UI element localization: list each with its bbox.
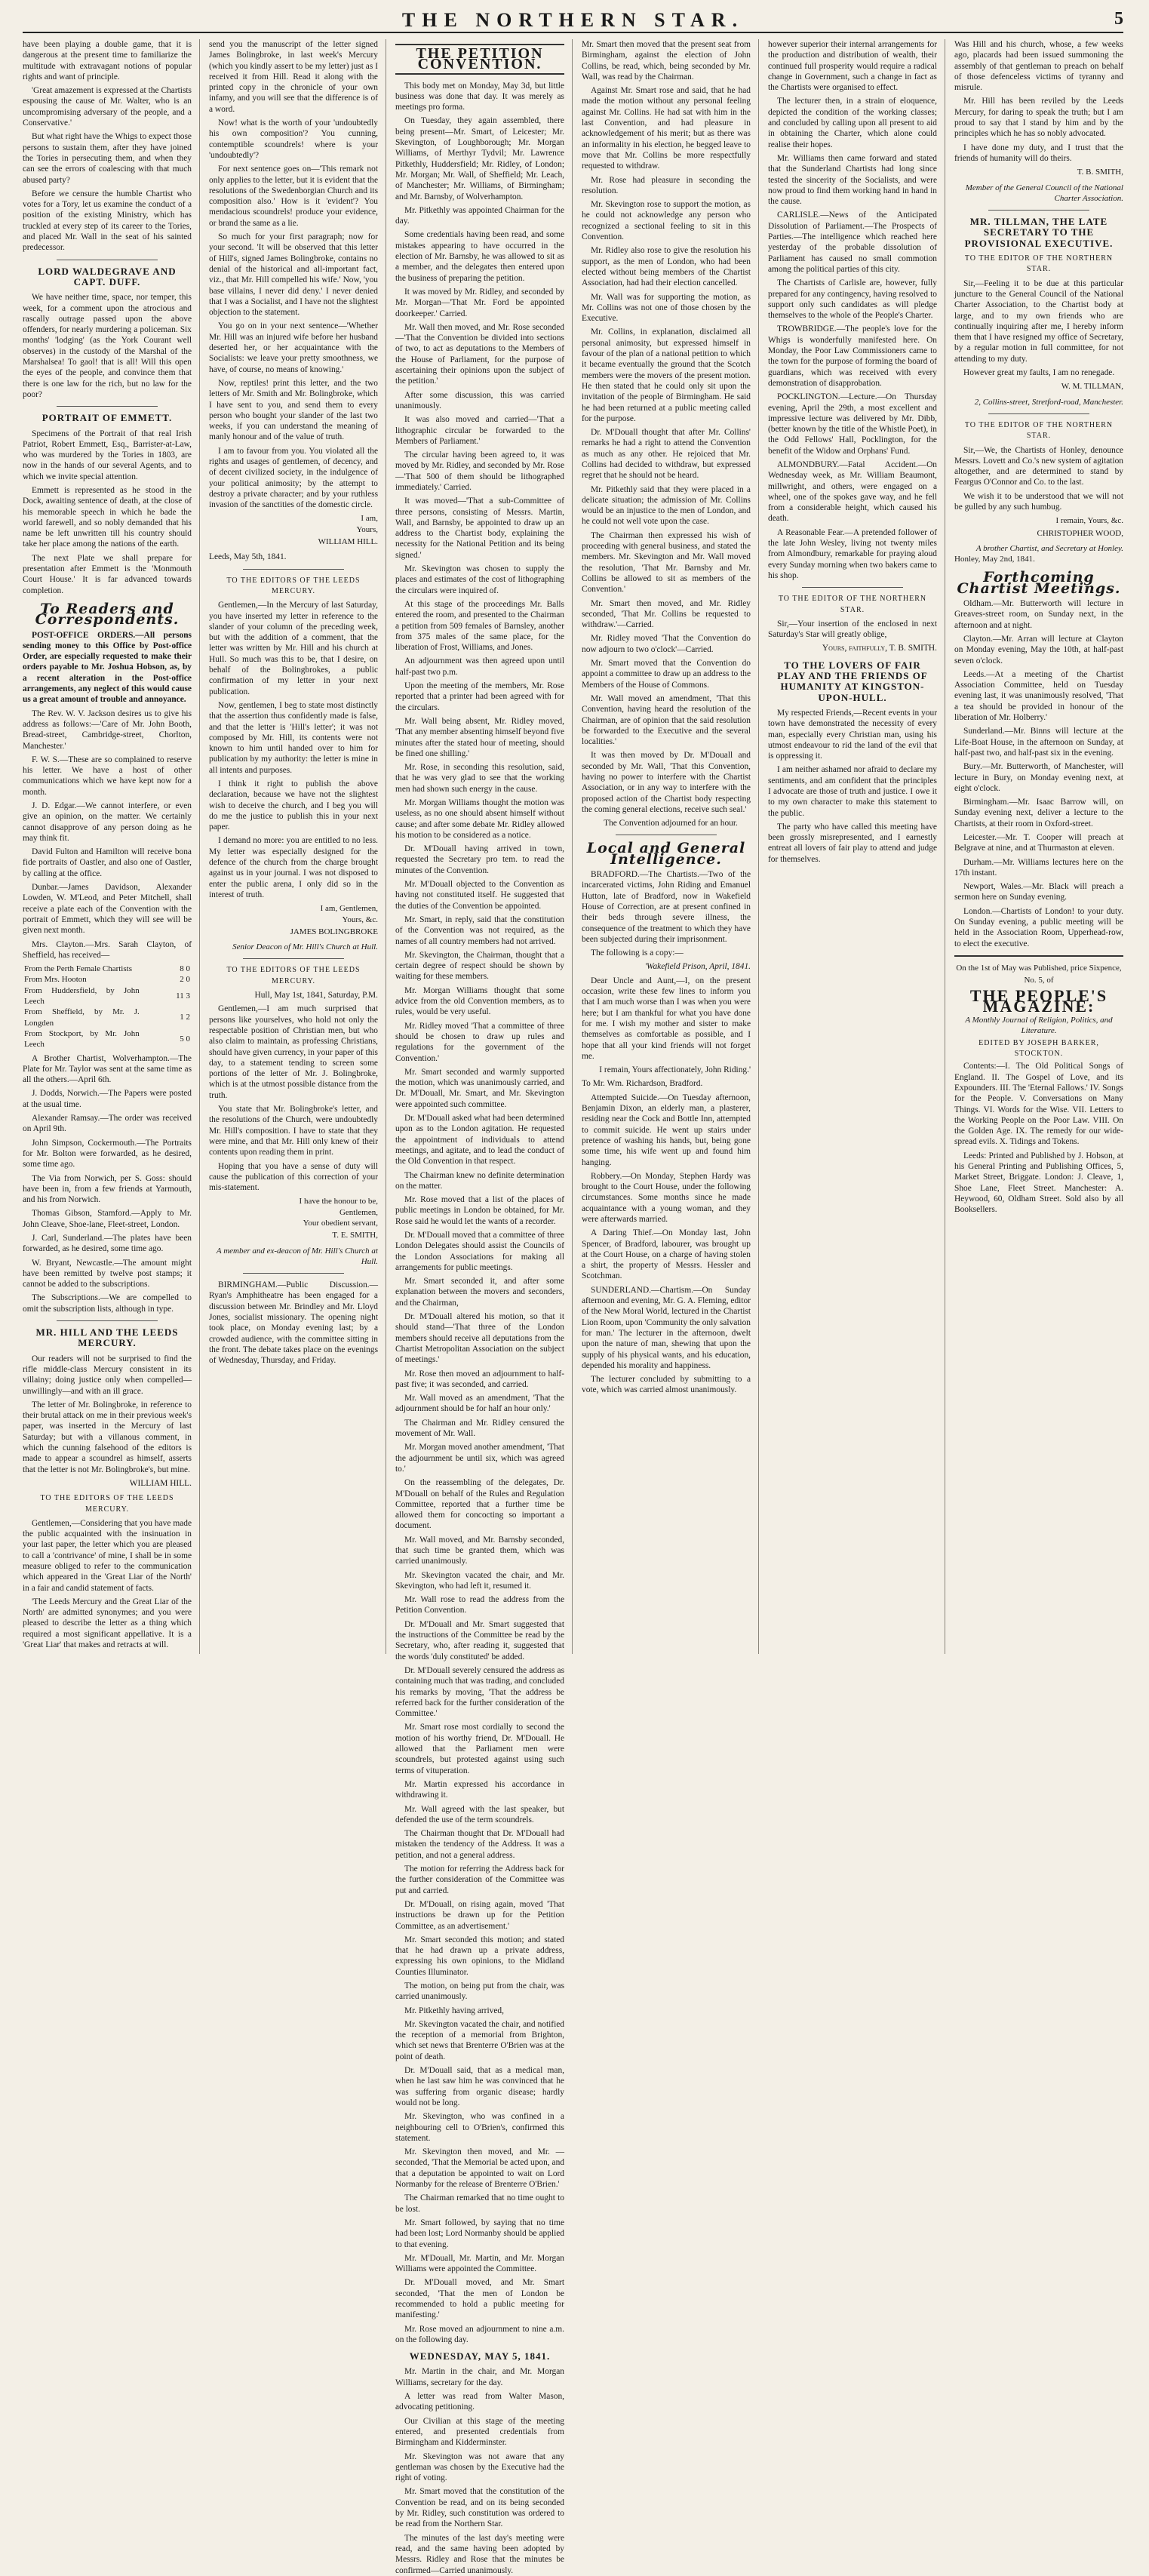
article-paragraph: Was Hill and his church, whose, a few weeks ago, placards had been issued summoning the assembly of that gentleman to preach on behalf of those defenceless victims of tyranny and misrule. [954,40,1123,93]
dateline: Honley, May 2nd, 1841. [954,555,1035,564]
article-paragraph: send you the manuscript of the letter signed James Bolingbroke, in last week's Mercury (which you kindly assert to be my letter) just as I received it from Hill. Read it along with the printed copy in the chronicle of your own infamy, and you will see that the difference is of a word. [209,40,378,114]
article-paragraph: We have neither time, space, nor temper, this week, for a comment upon the atrocious and rascally outrage passed upon the above offenders, for nearly murdering a policeman. Six months' 'lodging' (as the York Courant well observes) in the custody of the Marshal of the Marshalsea! To gaol! that is all! Will this open the eyes of the people, and convince them that there is one law for the rich, but no law for the poor? [23,293,192,399]
forthcoming-meetings-heading: Forthcoming Chartist Meetings. [957,569,1121,597]
article-paragraph: I demand no more: you are entitled to no less. My letter was especially designed for the defence of the church from the charge brought against us in your journal. I was not disposed to enter the public arena, I only did so in the interest of truth. [209,836,378,899]
signature-block [954,381,1123,407]
meeting-item: Birmingham.—Mr. Isaac Barrow will, on Sunday evening next, deliver a lecture to the Chartists, at their room in Oxford-street. [954,798,1123,828]
article-paragraph: Mr. Rose moved that a list of the places of public meetings in London be obtained, for Mr. Rose said he would let the wants of a recorder. [395,1195,564,1226]
table-row [23,1007,192,1028]
article-paragraph: however superior their internal arrangements for the production and distribution of wealth, their continued full prosperity would require a radical change in Government, such a change in fact as the Chartists were organised to effect. [768,40,937,93]
correspondent-note: W. Bryant, Newcastle.—The amount might have been remitted by twelve post stamps; it cannot be added to the subscriptions. [23,1258,192,1290]
article-paragraph: Gentlemen,—Considering that you have made the public acquainted with the insinuation in your last paper, the letter which you are pleased to call a 'contrivance' of mine, I shall be in some measure obliged to refer to the communication which appeared in the 'Great Liar of the North' in a fair and candid statement of facts. [23,1518,192,1593]
article-paragraph: On the reassembling of the delegates, Dr. M'Douall on behalf of the Rules and Regulation Committee, reported that a further time be allowed them for concocting so important a document. [395,1478,564,1531]
article-paragraph: The Chairman knew no definite determination on the matter. [395,1170,564,1191]
lovers-heading: TO THE LOVERS OF FAIR PLAY AND THE FRIENDS OF HUMANITY AT KINGSTON-UPON-HULL. [777,659,928,703]
article-paragraph: CARLISLE.—News of the Anticipated Dissolution of Parliament.—The Prospects of Parties.—The intelligence which reached here yesterday of the probable dissolution of Parliament has caused no small commotion among the political parties of this city. [768,211,937,274]
correspondent-note: A Brother Chartist, Wolverhampton.—The Plate for Mr. Taylor was sent at the same time as all the others.—April 6th. [23,1053,192,1085]
article-paragraph: Dr. M'Douall altered his motion, so that it should stand—'That three of the London members should receive all deputations from the Chartist Metropolitan Association on the subject of meetings.' [395,1312,564,1365]
article-paragraph: Mr. Wall rose to read the address from the Petition Convention. [395,1595,564,1615]
article-paragraph: I am neither ashamed nor afraid to declare my sentiments, and am confident that the principles I advocate are those of truth and justice. I owe it to my own character to make this statement to the public. [768,765,937,818]
local-paragraph: Robbery.—On Monday, Stephen Hardy was brought to the Court House, under the following circumstances. Some months since he made acquaintance with a young woman, and they were afterwards married. [582,1171,751,1224]
article-paragraph: Mr. Wall being absent, Mr. Ridley moved, 'That any member absenting himself beyond five minutes after the stated hour of meeting, should be fined one shilling.' [395,716,564,758]
tillman-heading: MR. TILLMAN, THE LATE SECRETARY TO THE PROVISIONAL EXECUTIVE. [964,216,1114,249]
correspondent-note: The Subscriptions.—We are compelled to omit the subscription lists, although in type. [23,1293,192,1314]
correspondent-note: The Via from Norwich, per S. Goss: should have been in, from a few friends at Yarmouth, and his from Norwich. [23,1173,192,1205]
article-paragraph: Mr. Smart seconded it, and after some explanation between the movers and seconders, and the Chairman, [395,1277,564,1308]
article-paragraph: The Chairman remarked that no time ought to be lost. [395,2193,564,2214]
letter-subheading: TO THE EDITOR OF THE NORTHERN STAR. [964,254,1114,274]
signature-title: A member and ex-deacon of Mr. Hill's Church at Hull. [216,1246,378,1266]
column-6 [954,39,1123,1654]
article-paragraph: Dr. M'Douall moved that a committee of three London Delegates should assist the Councils of the London Associations for making all arrangements for public meetings. [395,1230,564,1272]
petition-convention-heading: THE PETITION CONVENTION. [395,44,564,75]
article-paragraph: Mr. M'Douall objected to the Convention as having not constituted itself. He suggested that the duties of the Convention be appointed. [395,880,564,911]
article-paragraph: Mr. Wall was for supporting the motion, as Mr. Collins was not one of those chosen by the Executive. [582,292,751,324]
divider [57,406,158,407]
article-paragraph: But what right have the Whigs to expect those persons to sustain them, after they have joined the Tories in persecuting them, and when they can see the errors of coalescing with that much abused party? [23,132,192,185]
article-paragraph: Mr. Skevington, who was confined in a neighbouring cell to O'Brien's, confirmed this statement. [395,2112,564,2143]
magazine-number: No. 5, of [1024,976,1054,985]
valediction-middle: Your obedient servant, [303,1218,378,1228]
sub-label: From Stockport, by Mr. John Leech [24,1028,140,1050]
article-paragraph: Dr. M'Douall thought that after Mr. Collins' remarks he had a right to attend the Convention as much as any other. He rejoiced that Mr. Collins had decided to withdraw, but expressed regret that he should not be heard. [582,428,751,481]
meeting-item: Clayton.—Mr. Arran will lecture at Clayton on Monday evening, May the 10th, at half-past seven o'clock. [954,634,1123,666]
valediction-name: Yours, &c. [342,915,378,924]
article-paragraph: Our readers will not be surprised to find the rifle middle-class Mercury consistent in its villainy; doing justice only when compelled—unwillingly—and with an ill grace. [23,1354,192,1396]
article-paragraph: Mr. Smart, in reply, said that the constitution of the Convention was not required, as the names of all country members had not arrived. [395,915,564,946]
correspondent-note: J. Carl, Sunderland.—The plates have been forwarded, as he desired, some time ago. [23,1233,192,1254]
correspondent-note: Alexander Ramsay.—The order was received on April 9th. [23,1114,192,1134]
article-paragraph: Mr. Rose had pleasure in seconding the resolution. [582,175,751,195]
article-paragraph: Mr. Ridley also rose to give the resolution his support, as the men of London, who had been elected without being members of the Chartist Association, had had their election cancelled. [582,246,751,288]
article-paragraph: It was moved by Mr. Ridley, and seconded by Mr. Morgan—'That Mr. Ford be appointed doorkeeper.' Carried. [395,287,564,318]
table-row [23,974,192,985]
article-paragraph: Now, reptiles! print this letter, and the two letters of Mr. Smith and Mr. Bolingbroke, which I have sent to you, and send them to every person who bought your slander of the last two weeks, if you can understand the meaning of manly honour and of the value of truth. [209,378,378,442]
article-paragraph: 'Great amazement is expressed at the Chartists espousing the cause of Mr. Walter, who is an uncompromising adversary of the people, and a Conservative.' [23,86,192,128]
signature-block [954,515,1123,564]
meeting-item: Leicester.—Mr. T. Cooper will preach at Belgrave at nine, and at Thurmaston at eleven. [954,833,1123,853]
magazine-contents: Contents:—I. The Old Political Songs of England. II. The Gospel of Love, and its Expounders. III. The 'Eternal Fallows.' IV. Songs for the People. V. Conversations on Many Things. VI. Words for the Wise. VII. Letters to the Working People on the Poor Law. VIII. On the Golden Age. IX. The remedy for our wide-spread evils. X. Tidings and Tokens. [954,1062,1123,1147]
article-paragraph: Mr. Smart then moved that the present seat from Birmingham, against the election of John Collins, be read, which, being seconded by Mr. Wall, was read by the Chairman. [582,40,751,81]
article-paragraph: We wish it to be understood that we will not be gulled by any such humbug. [954,491,1123,512]
sub-amount: 5 0 [180,1034,190,1044]
article-paragraph: TROWBRIDGE.—The people's love for the Whigs is wonderfully manifested here. On Monday, the Poor Law Commissioners came to the town for the purpose of forming the board of guardians, which was received with every demonstration of disapprobation. [768,324,937,388]
meeting-item: London.—Chartists of London! to your duty. On Sunday evening, a public meeting will be held in the Association Room, Upperhead-row, to elect the executive. [954,906,1123,948]
article-paragraph: An adjournment was then agreed upon until half-past two p.m. [395,656,564,677]
valediction: I am, Gentlemen, [320,904,378,914]
table-row [23,1028,192,1050]
local-paragraph: The lecturer concluded by submitting to a vote, which was carried almost unanimously. [582,1375,751,1395]
article-paragraph: The motion for referring the Address back for the further consideration of the Committee was put and carried. [395,1864,564,1895]
local-paragraph: SUNDERLAND.—Chartism.—On Sunday afternoon and evening, Mr. G. A. Fleming, editor of the New Moral World, lectured in the Chartist Lion Room, upon 'Community the only salvation for man.' The lecturer in the afternoon, dwelt upon the nature of man, shewing that upon the supply of his physical wants, and his education, depended his morality and happiness. [582,1285,751,1370]
correspondent-note: J. D. Edgar.—We cannot interfere, or even give an opinion, on the matter. We certainly cannot disapprove of any person doing as he may think fit. [23,801,192,843]
magazine-title: THE PEOPLE'S MAGAZINE: [969,985,1108,1016]
letter-subheading: TO THE EDITORS OF THE LEEDS MERCURY. [40,1494,174,1514]
article-paragraph: Against Mr. Smart rose and said, that he had made the motion without any personal feeling against Mr. Collins. He had sat with him in the last Convention, and had pleasure in acknowledgement of his merit; but as there was an informality in his election, he begged leave to move that Mr. Collins be more respectfully requested to withdraw. [582,86,751,171]
correspondent-note: The Rev. W. V. Jackson desires us to give his address as follows:—'Care of Mr. John Booth, Bread-street, Cambridge-street, Chorlton, Manchester.' [23,709,192,751]
signature-address: 2, Collins-street, Stretford-road, Manchester. [974,397,1123,407]
article-paragraph: On Tuesday, they again assembled, there being present—Mr. Smart, of Leicester; Mr. Skevington, of Loughborough; Mr. Morgan Williams, of Merthyr Tydvil; Mr. Lawrence Pitkethly, Huddersfield; Mr. Ridley, of London; Mr. Morgan; Mr. Wall, of Sheffield; Mr. Leach, of Manchester; Mr. Williams, of Birmingham; and Mr. Barnsby, of Wolverhampton. [395,116,564,201]
article-paragraph: Dr. M'Douall moved, and Mr. Smart seconded, 'That the men of London be recommended to hold a public meeting for manifesting.' [395,2278,564,2320]
signature: T. B. SMITH, [1077,168,1123,177]
valediction-name: Gentlemen, [339,1207,378,1217]
article-paragraph: Mr. Smart rose most cordially to second the motion of his worthy friend, Dr. M'Douall. He allowed that the Parliament men were scoundrels, but protested against using such terms of vituperation. [395,1723,564,1775]
emmett-heading: PORTRAIT OF EMMETT. [41,412,173,424]
article-paragraph: Dr. M'Douall, on rising again, moved 'That instructions be drawn up for the Petition Committee, as an advertisement.' [395,1899,564,1931]
article-paragraph: Dr. M'Douall and Mr. Smart suggested that the instructions of the Committee be read by the Secretary, who, after reading it, suggested that the words 'duly constituted' be added. [395,1619,564,1661]
signature-block [209,513,378,547]
article-paragraph: Mr. Smart seconded this motion; and stated that he had drawn up a private address, expressing his own opinions, to the Midland Counties Illuminator. [395,1935,564,1977]
dateline: Hull, May 1st, 1841, Saturday, P.M. [254,991,378,1001]
letter-subheading: TO THE EDITORS OF THE LEEDS MERCURY. [226,966,361,985]
divider [243,958,344,959]
article-paragraph: Mr. Martin expressed his accordance in withdrawing it. [395,1779,564,1800]
signature-block [209,1196,378,1267]
article-paragraph: Mr. Skevington vacated the chair, and notified the reception of a memorial from Brighton, which set news that Brenterre O'Brien was at the point of death. [395,2019,564,2061]
letter-subheading: TO THE EDITORS OF THE LEEDS MERCURY. [226,576,361,595]
signature: T. E. SMITH, [332,1231,378,1240]
signature: Yours, faithfully, T. B. SMITH. [822,644,937,653]
article-paragraph: Mr. Morgan Williams thought the motion was useless, as no one should absent himself without cause; and after some debate Mr. Ridley allowed his motion to be considered as a notice. [395,798,564,840]
article-paragraph: Mr. Pitkethly having arrived, [404,2006,504,2015]
article-paragraph: 'The Leeds Mercury and the Great Liar of the North' are admitted synonymes; and you were pleased to describe the letter as a thing which required a most significant appellative. It is a 'Great Liar' that makes and retracts at will. [23,1597,192,1650]
article-paragraph: Mr. Smart followed, by saying that no time had been lost; Lord Normanby should be applied to that evening. [395,2218,564,2249]
article-paragraph: Mr. Smart then moved, and Mr. Ridley seconded, 'That Mr. Collins be requested to withdraw.'—Carried. [582,598,751,630]
article-paragraph: You go on in your next sentence—'Whether Mr. Hill was an injured wife before her husband deserted her, or her acquaintance with the Socialists: we leave your pretty smoothness, we have, of course, no means of knowing.' [209,321,378,374]
article-paragraph: Mr. Rose moved an adjournment to nine a.m. on the following day. [395,2324,564,2344]
local-paragraph: Dear Uncle and Aunt,—I, on the present occasion, write these few lines to inform you that I am much worse than I was when you were here; but I am thankful for what you have done for me. I wish my mother and sister to make themselves as comfortable as possible, and I hope that all your kind friends will not forget me. [582,976,751,1061]
divider [243,569,344,570]
article-paragraph: The Chairman then expressed his wish of proceeding with general business, and stated the members. Mr. Skevington and Mr. Wall moved the resolution, 'That Mr. Barnsby and Mr. Collins be allowed to sit as members of the Convention.' [582,530,751,595]
column-5 [768,39,945,1654]
hill-heading: MR. HILL AND THE LEEDS MERCURY. [35,1326,179,1349]
article-paragraph: Sir,—Feeling it to be due at this particular juncture to the General Council of the National Charter Association, to the Chartist body at large, and to my own friends who are continually inquiring after me, I hereby inform them that I have resigned my office of Secretary, by a regular motion in full committee, for not attending to my duty. [954,278,1123,364]
divider [57,1320,158,1321]
article-paragraph: Before we censure the humble Chartist who votes for a Tory, let us examine the conduct of a position of the existing Ministry, which has truckled at every step of its career to the Tories, and placed Mr. Wall in the seat of his sainted predecessor. [23,189,192,253]
valediction: I am, [361,514,378,524]
article-paragraph: Mr. Morgan Williams thought that some advice from the old Convention members, as to rules, would be very useful. [395,985,564,1017]
letter-subheading: TO THE EDITOR OF THE NORTHERN STAR. [778,595,927,614]
local-intelligence-heading: Local and General Intelligence. [586,840,746,868]
article-paragraph: Mr. Pitkethly was appointed Chairman for the day. [395,205,564,226]
divider [988,413,1089,414]
signature-title: Member of the General Council of the National Charter Association. [965,183,1123,203]
correspondent-note: John Simpson, Cockermouth.—The Portraits for Mr. Bolton were forwarded, as he desired, some time ago. [23,1138,192,1170]
article-paragraph: After some discussion, this was carried unanimously. [395,390,564,410]
article-paragraph: Sir,—Your insertion of the enclosed in next Saturday's Star will greatly oblige, [768,619,937,640]
divider [802,587,903,588]
local-paragraph: A Daring Thief.—On Monday last, John Spencer, of Bradford, labourer, was brought up at the Court House, on a charge of having stolen a shirt, the property of Messrs. Hessler and Scotchman. [582,1228,751,1281]
article-paragraph: The motion, on being put from the chair, was carried unanimously. [395,1981,564,2002]
article-paragraph: A Reasonable Fear.—A pretended follower of the late John Wesley, living not twenty miles from Almondbury, remarkable for praying aloud every Sunday morning when two bakers came to his shop. [768,527,937,580]
article-paragraph: Dr. M'Douall said, that as a medical man, when he last saw him he was convinced that he was suffering from organic disease; hardly would not be long. [395,2066,564,2107]
article-paragraph: Mr. Skevington vacated the chair, and Mr. Skevington, who had left it, resumed it. [395,1570,564,1591]
meeting-item: Sunderland.—Mr. Binns will lecture at the Life-Boat House, in the afternoon on Sunday, at half-past two, and half-past six in the evening. [954,727,1123,758]
correspondent-note: Thomas Gibson, Stamford.—Apply to Mr. John Cleave, Shoe-lane, Fleet-street, London. [23,1209,192,1229]
meeting-item: Newport, Wales.—Mr. Black will preach a sermon here on Sunday evening. [954,882,1123,902]
article-paragraph: Mr. Rose, in seconding this resolution, said, that he was very glad to see that the working men had shown such energy in the cause. [395,763,564,794]
article-paragraph: Mr. Wall moved as an amendment, 'That the adjournment should be for half an hour only.' [395,1394,564,1414]
article-paragraph: The next Plate we shall prepare for presentation after Emmett is the 'Monmouth Court House.' It is far advanced towards completion. [23,553,192,595]
article-paragraph: Now! what is the worth of your 'undoubtedly his own composition'? You cunning, contemptible scoundrels! where is your 'undoubtedly'? [209,118,378,160]
local-paragraph: The following is a copy:— [591,948,684,958]
article-paragraph: Mr. Smart moved that the Convention do appoint a committee to draw up an address to the Members of the House of Commons. [582,659,751,690]
article-paragraph: POCKLINGTON.—Lecture.—On Thursday evening, April the 29th, a most excellent and impressive lecture was delivered by Mr. Dibb, (better known by the title of the Whistle Poet), in the Odd Fellows' Hall, Pocklington, for the benefit of the Widow and Orphans' Fund. [768,392,937,456]
column-2 [209,39,386,1654]
correspondent-note: J. Dodds, Norwich.—The Papers were posted at the usual time. [23,1089,192,1109]
article-paragraph: Mr. Smart moved that the constitution of the Convention be read, and on its being seconded by Mr. Ridley, such constitution was ordered to be read from the Northern Star. [395,2487,564,2529]
article-paragraph: The Convention adjourned for an hour. [604,819,738,828]
signature-title: Senior Deacon of Mr. Hill's Church at Hull. [232,942,378,952]
article-paragraph: My respected Friends,—Recent events in your town have demonstrated the necessity of every man, especially every Christian man, using his utmost endeavour to rid the land of the evil that is oppressing it. [768,708,937,761]
article-paragraph: Dr. M'Douall asked what had been determined upon as to the London agitation. He requested the appointment of individuals to attend meetings, and agitate, and to lead the conduct of the Old Convention in that respect. [395,1114,564,1167]
article-paragraph: Mr. Wall agreed with the last speaker, but defended the use of the term scoundrels. [395,1804,564,1824]
article-paragraph: I am to favour from you. You violated all the rights and usages of gentlemen, of decency, and of decent civilized society, in the indulgence of your political animosity; by the attempt to destroy a private character; and by your ruthless invasion of the sanctities of the domestic circle. [209,446,378,510]
column-4 [582,39,759,1654]
post-office-notice: POST-OFFICE ORDERS.—All persons sending money to this Office by Post-office Order, are especially requested to make their orders payable to Mr. Joshua Hobson, as, by a recent alteration in the Post-office arrangements, any neglect of this would cause us a great amount of trouble and annoyance. [23,630,192,705]
magazine-editor: EDITED BY JOSEPH BARKER, STOCKTON. [978,1038,1099,1059]
article-paragraph: Mr. Williams then came forward and stated that the Sunderland Chartists had long since tested the sincerity of the Socialists, and were now proud to find them working hand in hand in the cause. [768,153,937,207]
article-paragraph: Mr. Skevington was chosen to supply the places and estimates of the cost of lithographing the circulars were inquired of. [395,564,564,595]
correspondent-note: Dunbar.—James Davidson, Alexander Lowden, W. M'Leod, and Peter Mitchell, shall receive a plate each of the Convention with the portrait of Emmett, which they will see will be given next month. [23,883,192,936]
table-row [23,985,192,1007]
correspondent-note: Mrs. Clayton.—Mrs. Sarah Clayton, of Sheffield, has received— [23,939,192,960]
correspondent-note: F. W. S.—These are so complained to reserve his letter. We have a host of other communications which we have kept now for a month. [23,755,192,797]
sub-label: From the Perth Female Chartists [24,964,132,974]
article-paragraph: Mr. Collins, in explanation, disclaimed all personal animosity, but expressed himself in favour of the plan of a national petition to which it became eventually the ground that the Scotch members were the movers of the present motion. He then stated that he could only sit upon the invitation of the people of Birmingham. He said he had been returned at a public meeting called for the purpose. [582,327,751,423]
article-paragraph: Now, gentlemen, I beg to state most distinctly that the assertion thus confidently made is false, and that the letter is 'Hill's letter'; it was not composed by Mr. Hill, its contents were not known to him until handed over to him for publication by my authority: the letter is mine in all intents and purposes. [209,700,378,775]
signature-title: A brother Chartist, and Secretary at Honley. [975,543,1123,553]
article-paragraph: Mr. M'Douall, Mr. Martin, and Mr. Morgan Williams were appointed the Committee. [395,2253,564,2274]
masthead-title: THE NORTHERN STAR. [401,9,745,31]
correspondents-heading: To Readers and Correspondents. [35,600,180,629]
magazine-lead: On the 1st of May was Published, price Sixpence, [956,963,1122,973]
sub-amount: 2 0 [180,975,190,985]
article-paragraph: Mr. Skevington was not aware that any gentleman was chosen by the Executive had the right of voting. [395,2452,564,2483]
article-paragraph: The letter of Mr. Bolingbroke, in reference to their brutal attack on me in their previous week's paper, was inserted in the Mercury of last Saturday; but with a villanous comment, in which the cunning falsehood of the editors is made to appear a scoundrel as himself, asserts that the letter is not Mr. Bolingbroke's, but mine. [23,1400,192,1474]
letter-subheading: TO THE EDITOR OF THE NORTHERN STAR. [964,420,1114,441]
birmingham-paragraph: BIRMINGHAM.—Public Discussion.—Ryan's Amphitheatre has been engaged for a discussion between Mr. Brindley and Mr. Lloyd Jones, socialist missionary. The opening night took place, on Monday evening last; by a crowded audience, with the committee sitting in the front. The debate takes place on the evenings of Wednesday, Thursday, and Friday. [209,1280,378,1366]
article-paragraph: Mr. Wall moved, and Mr. Barnsby seconded, that such time be granted them, which was carried unanimously. [395,1535,564,1566]
meeting-item: Oldham.—Mr. Butterworth will lecture in Greaves-street room, on Sunday next, in the afternoon and at night. [954,599,1123,630]
local-paragraph: Attempted Suicide.—On Tuesday afternoon, Benjamin Dixon, an elderly man, a plasterer, residing near the Cock and Bottle Inn, attempted to commit suicide. He went up stairs under pretence of washing his hands, but, being gone some time, his wife went up and found him hanging. [582,1093,751,1167]
sub-label: From Mrs. Hooton [24,975,87,985]
signature: JAMES BOLINGBROKE [290,927,378,936]
meeting-item: Leeds.—At a meeting of the Chartist Association Committee, held on Tuesday evening last, it was unanimously resolved, 'That a tea should be provided in honour of the liberation of Mr. Holberry.' [954,669,1123,723]
article-paragraph: Dr. M'Douall having arrived in town, requested the Secretary pro tem. to read the minutes of the Convention. [395,844,564,875]
article-paragraph: Upon the meeting of the members, Mr. Rose reported that a printer had been agreed with for the circulars. [395,681,564,712]
article-paragraph: Mr. Pitkethly said that they were placed in a delicate situation; the admission of Mr. Collins would be an injustice to the men of London, and he could not well vote upon the case. [582,484,751,527]
columns [23,39,1123,2575]
article-paragraph: The party who have called this meeting have been grossly misrepresented, and I earnestly entreat all lovers of fair play to attend and judge for themselves. [768,822,937,864]
article-paragraph: Our Civilian at this stage of the meeting entered, and presented credentials from Birmingham and Kidderminster. [395,2416,564,2448]
article-paragraph: The circular having been agreed to, it was moved by Mr. Ridley, and seconded by Mr. Rose—'That 500 of them should be lithographed immediately.' Carried. [395,450,564,492]
letter-addressee: To Mr. Wm. Richardson, Bradford. [582,1079,703,1089]
article-paragraph: This body met on Monday, May 3d, but little business was done that day. It was merely as meetings pro forma. [395,81,564,112]
sub-amount: 8 0 [180,964,190,974]
article-paragraph: So much for your first paragraph; now for your second. 'It will be observed that this letter of Hill's, signed James Bolingbroke, contains no denial of the historical and all-important fact, viz., that Mr. Hill compelled his wife.' Now, 'you base villains, I never did deny.' I never denied that I was a Socialist, and I have not the slightest objection to the statement. [209,232,378,318]
masthead [23,9,1123,33]
signature: WILLIAM HILL. [129,1478,192,1488]
article-paragraph: It was moved—'That a sub-Committee of three persons, consisting of Messrs. Martin, Wall, and Barnsby, be appointed to draw up an address to the Chartist body, explaining the necessity for the National Petition and its being signed.' [395,496,564,560]
article-paragraph: For next sentence goes on—'This remark not only applies to the letter, but it is evident that the resolutions of the Swedenborgian Church and its composition also.' How is it 'evident'? You mendacious scoundrels! produce your evidence, or brand the same as a lie. [209,164,378,228]
column-1 [23,39,200,1654]
article-paragraph: Gentlemen,—In the Mercury of last Saturday, you have inserted my letter in reference to the slander of your column of the preceding week, but with the addition of a comment, that the letter was written by Mr. Hill and his church at Hull. So much was this to be, that I desire, on behalf of the Bolingbrokes, a public confirmation of my letter in your next publication. [209,601,378,696]
article-paragraph: Mr. Hill has been reviled by the Leeds Mercury, for daring to speak the truth; but I am proud to say that I stand by him and by the principles which he has so nobly advocated. [954,97,1123,139]
article-paragraph: Mr. Wall then moved, and Mr. Rose seconded—'That the Convention be divided into sections of two, to act as deputations to the Members of the House of Parliament, for the purpose of ascertaining their opinions upon the subject of the petition.' [395,322,564,386]
article-paragraph: The Chartists of Carlisle are, however, fully prepared for any contingency, having resolved to support only such candidates as will pledge themselves to the whole of the People's Charter. [768,278,937,321]
article-paragraph: Mr. Wall moved an amendment, 'That this Convention, having heard the resolution of the Chairman, are of opinion that the said resolution be forwarded to the Executive and the several localities.' [582,693,751,747]
article-paragraph: Specimens of the Portrait of that real Irish Patriot, Robert Emmett, Esq., Barrister-at-Law, who was murdered by the Tories in 1803, are now in the hands of our several Agents, and to which we invite special attention. [23,429,192,481]
divider [243,1273,344,1274]
article-paragraph: The Chairman thought that Dr. M'Douall had mistaken the tendency of the Address. It was a petition, and not a general address. [395,1829,564,1860]
article-paragraph: Dr. M'Douall severely censured the address as containing much that was trading, and concluded his remarks by moving, 'That the address be referred back for the further consideration of the Committee.' [395,1665,564,1719]
subscription-table [23,964,192,1050]
signature-block [954,167,1123,204]
article-paragraph: have been playing a double game, that it is dangerous at the present time to familiarize the multitude with extravagant notions of popular rights and want of principle. [23,40,192,81]
divider [988,210,1089,211]
wednesday-heading: WEDNESDAY, MAY 5, 1841. [409,2350,551,2362]
valediction: I remain, Yours, &c. [1055,516,1123,526]
page-number: 5 [1114,9,1123,29]
correspondent-note: David Fulton and Hamilton will receive bona fide portraits of Oastler, and also one of Oastler, by calling at the office. [23,847,192,878]
signature-block [209,903,378,952]
valediction: I have the honour to be, [299,1197,378,1207]
article-paragraph: The minutes of the last day's meeting were read, and the same having been adopted by Messrs. Ridley and Rose that the minutes be confirmed—Carried unanimously. [395,2533,564,2575]
article-paragraph: Emmett is represented as he stood in the Dock, awaiting sentence of death, at the close of his memorable speech in which he bade the world farewell, and so nobly demanded that his name be left unwritten till his country should take her place among the nations of the earth. [23,485,192,549]
table-row [23,964,192,974]
valediction-name: Yours, [356,524,378,534]
article-paragraph: Sir,—We, the Chartists of Honley, denounce Messrs. Lovett and Co.'s new system of agitation altogether, and are determined to stand by Feargus O'Connor and Co. to the last. [954,445,1123,487]
letter-signoff: I remain, Yours affectionately, John Riding.' [599,1065,751,1075]
column-3 [395,39,573,2575]
sub-amount: 11 3 [176,991,190,1001]
article-paragraph: However great my faults, I am no renegade. [963,368,1115,378]
article-paragraph: Hoping that you have a sense of duty will cause the publication of this correction of your mis-statement. [209,1161,378,1193]
local-paragraph: BRADFORD.—The Chartists.—Two of the incarcerated victims, John Riding and Emanuel Hutton, late of Bradford, now in Wakefield House of Correction, are at present confined in their beds through severe illness, the consequence of the treatment to which they have been subjected during their imprisonment. [582,870,751,944]
meeting-item: Durham.—Mr. Williams lectures here on the 17th instant. [954,857,1123,878]
article-paragraph: I think it right to publish the above declaration, because we have not the slightest wish to deceive the church, and I beg you will do me the justice to publish this in your next paper. [209,779,378,832]
waldegrave-heading: LORD WALDEGRAVE AND CAPT. DUFF. [38,265,177,287]
article-paragraph: Mr. Morgan moved another amendment, 'That the adjournment be until six, which was agreed to.' [395,1443,564,1474]
article-paragraph: Mr. Rose then moved an adjournment to half-past five; it was seconded, and carried. [395,1369,564,1389]
signature: WILLIAM HILL. [318,537,378,547]
sub-amount: 1 2 [180,1013,190,1022]
signature: W. M. TILLMAN, [1061,382,1123,392]
article-paragraph: A letter was read from Walter Mason, advocating petitioning. [395,2392,564,2412]
dateline: Leeds, May 5th, 1841. [209,552,287,562]
divider [954,955,1123,957]
article-paragraph: The lecturer then, in a strain of eloquence, depicted the condition of the working classes; and concluded by calling upon all present to aid in obtaining the Charter, which alone could realise their hopes. [768,97,937,149]
article-paragraph: It was then moved by Dr. M'Douall and seconded by Mr. Wall, 'That this Convention, having no power to interfere with the Chartist Association, or in any way to interfere with the proposed action of the Chartist body respecting the coming general elections, receive such seal.' [582,751,751,814]
article-paragraph: Gentlemen,—I am much surprised that persons like yourselves, who hold not only the respectable position of Christian men, but who also claim to maintain, as professing Christians, should have given currency, in your paper of this day, to a statement tending to screen some portions of the letter of Mr. J. Bolingbroke, which is at the utmost possible distance from the truth. [209,1004,378,1100]
article-paragraph: Mr. Ridley moved 'That a committee of three should be chosen to draw up rules and regulations for the government of the Convention.' [395,1021,564,1063]
article-paragraph: Some credentials having been read, and some mistakes appearing to have occurred in the election of Mr. Barnsby, he was allowed to sit as a member, and the delegates then entered upon the business of preparing the petition. [395,230,564,283]
sub-label: From Huddersfield, by John Leech [24,985,140,1007]
article-paragraph: You state that Mr. Bolingbroke's letter, and the resolutions of the Church, were undoubtedly Mr. Hill's composition. I have to state that they were mine, and that Mr. Hill only knew of their contents upon reading them in print. [209,1105,378,1157]
article-paragraph: ALMONDBURY.—Fatal Accident.—On Wednesday week, as Mr. William Beaumont, millwright, and others, were engaged on a wheel, one of the spokes gave way, and he fell from a considerable height, which caused his death. [768,460,937,524]
article-paragraph: At this stage of the proceedings Mr. Balls entered the room, and presented to the Chairman a petition from 509 females of Barnsley, another from 375 males of the same place, for the liberation of Frost, Williams, and Jones. [395,599,564,653]
article-paragraph: I have done my duty, and I trust that the friends of humanity will do theirs. [954,143,1123,163]
sub-label: From Sheffield, by Mr. J. Longden [24,1007,140,1028]
article-paragraph: Mr. Skevington then moved, and Mr. — seconded, 'That the Memorial be acted upon, and that a deputation be appointed to wait on Lord Normanby for the release of Brenterre O'Brien.' [395,2147,564,2190]
article-paragraph: The Chairman and Mr. Ridley censured the movement of Mr. Wall. [395,1418,564,1439]
article-paragraph: Mr. Skevington rose to support the motion, as he could not acknowledge any person who recognized a sectional feeling to sit in this Convention. [582,200,751,242]
article-paragraph: Mr. Smart seconded and warmly supported the motion, which was unanimously carried, and Dr. M'Douall, Mr. Smart, and Mr. Skevington were appointed such committee. [395,1067,564,1109]
article-paragraph: Mr. Martin in the chair, and Mr. Morgan Williams, secretary for the day. [395,2367,564,2387]
magazine-subtitle: A Monthly Journal of Religion, Politics, and Literature. [965,1016,1113,1036]
article-paragraph: Mr. Ridley moved 'That the Convention do now adjourn to two o'clock'—Carried. [582,634,751,654]
letter-dateline: 'Wakefield Prison, April, 1841. [644,962,751,972]
signature: CHRISTOPHER WOOD, [1037,528,1123,538]
meeting-item: Bury.—Mr. Butterworth, of Manchester, will lecture in Bury, on Monday evening next, at eight o'clock. [954,762,1123,793]
magazine-imprint: Leeds: Printed and Published by J. Hobson, at his General Printing and Publishing Offices, 5, Market Street, Briggate. London: J. Cleave, 1, Shoe Lane, Fleet Street. Manchester: A. Heywood, 60, Oldham Street. Sold also by all Booksellers. [954,1151,1123,1215]
article-paragraph: Mr. Skevington, the Chairman, thought that a certain degree of respect should be shown by waiting for these members. [395,950,564,982]
article-paragraph: It was also moved and carried—'That a lithographic circular be forwarded to the Members of Parliament.' [395,415,564,446]
